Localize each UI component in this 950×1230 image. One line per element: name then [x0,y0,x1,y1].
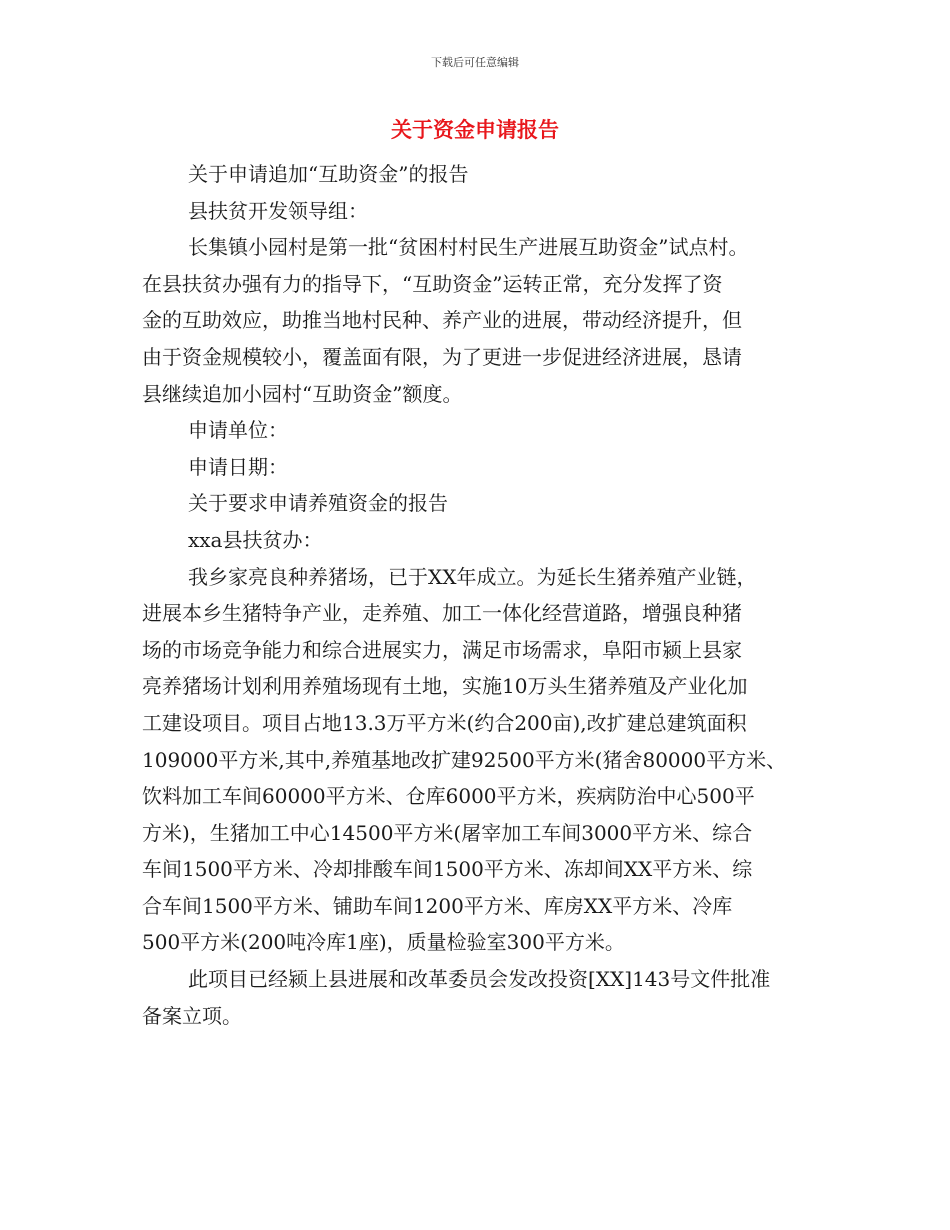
header-note: 下载后可任意编辑 [431,56,519,69]
text-line: 关于要求申请养殖资金的报告 [188,491,448,516]
text-line: 亮养猪场计划利用养殖场现有土地，实施10万头生猪养殖及产业化加 [142,674,748,699]
text-line: 工建设项目。项目占地13.3万平方米(约合200亩),改扩建总建筑面积 [142,710,747,735]
text-line: 500平方米(200吨冷库1座)，质量检验室300平方米。 [142,930,625,955]
document-title: 关于资金申请报告 [391,118,559,142]
text-line: 场的市场竞争能力和综合进展实力，满足市场需求，阜阳市颍上县家 [142,637,742,662]
text-line: 县扶贫开发领导组： [188,198,368,223]
text-line: 方米)，生猪加工中心14500平方米(屠宰加工车间3000平方米、综合 [142,820,753,845]
text-line: xxa县扶贫办： [188,527,323,552]
text-line: 金的互助效应，助推当地村民种、养产业的进展，带动经济提升，但 [142,308,742,333]
text-line: 县继续追加小园村“互助资金”额度。 [142,381,463,406]
text-line: 我乡家亮良种养猪场，已于XX年成立。为延长生猪养殖产业链， [188,564,757,589]
text-line: 109000平方米,其中,养殖基地改扩建92500平方米(猪舍80000平方米、 [142,747,787,772]
text-line: 申请单位： [188,418,288,443]
text-line: 进展本乡生猪特争产业，走养殖、加工一体化经营道路，增强良种猪 [142,601,742,626]
text-line: 合车间1500平方米、铺助车间1200平方米、库房XX平方米、冷库 [142,893,733,918]
text-line: 车间1500平方米、冷却排酸车间1500平方米、冻却间XX平方米、综 [142,857,753,882]
text-line: 此项目已经颍上县进展和改革委员会发改投资[XX]143号文件批准 [188,967,771,992]
text-line: 由于资金规模较小，覆盖面有限，为了更进一步促进经济进展，恳请 [142,344,742,369]
text-line: 长集镇小园村是第一批“贫困村村民生产进展互助资金”试点村。 [188,235,749,260]
document-body [142,156,822,1034]
text-line: 在县扶贫办强有力的指导下，“互助资金”运转正常，充分发挥了资 [142,271,723,296]
text-line: 饮料加工车间60000平方米、仓库6000平方米，疾病防治中心500平 [142,784,755,809]
text-line: 备案立项。 [142,1003,242,1028]
text-line: 申请日期： [188,454,288,479]
text-line: 关于申请追加“互助资金”的报告 [188,162,469,186]
